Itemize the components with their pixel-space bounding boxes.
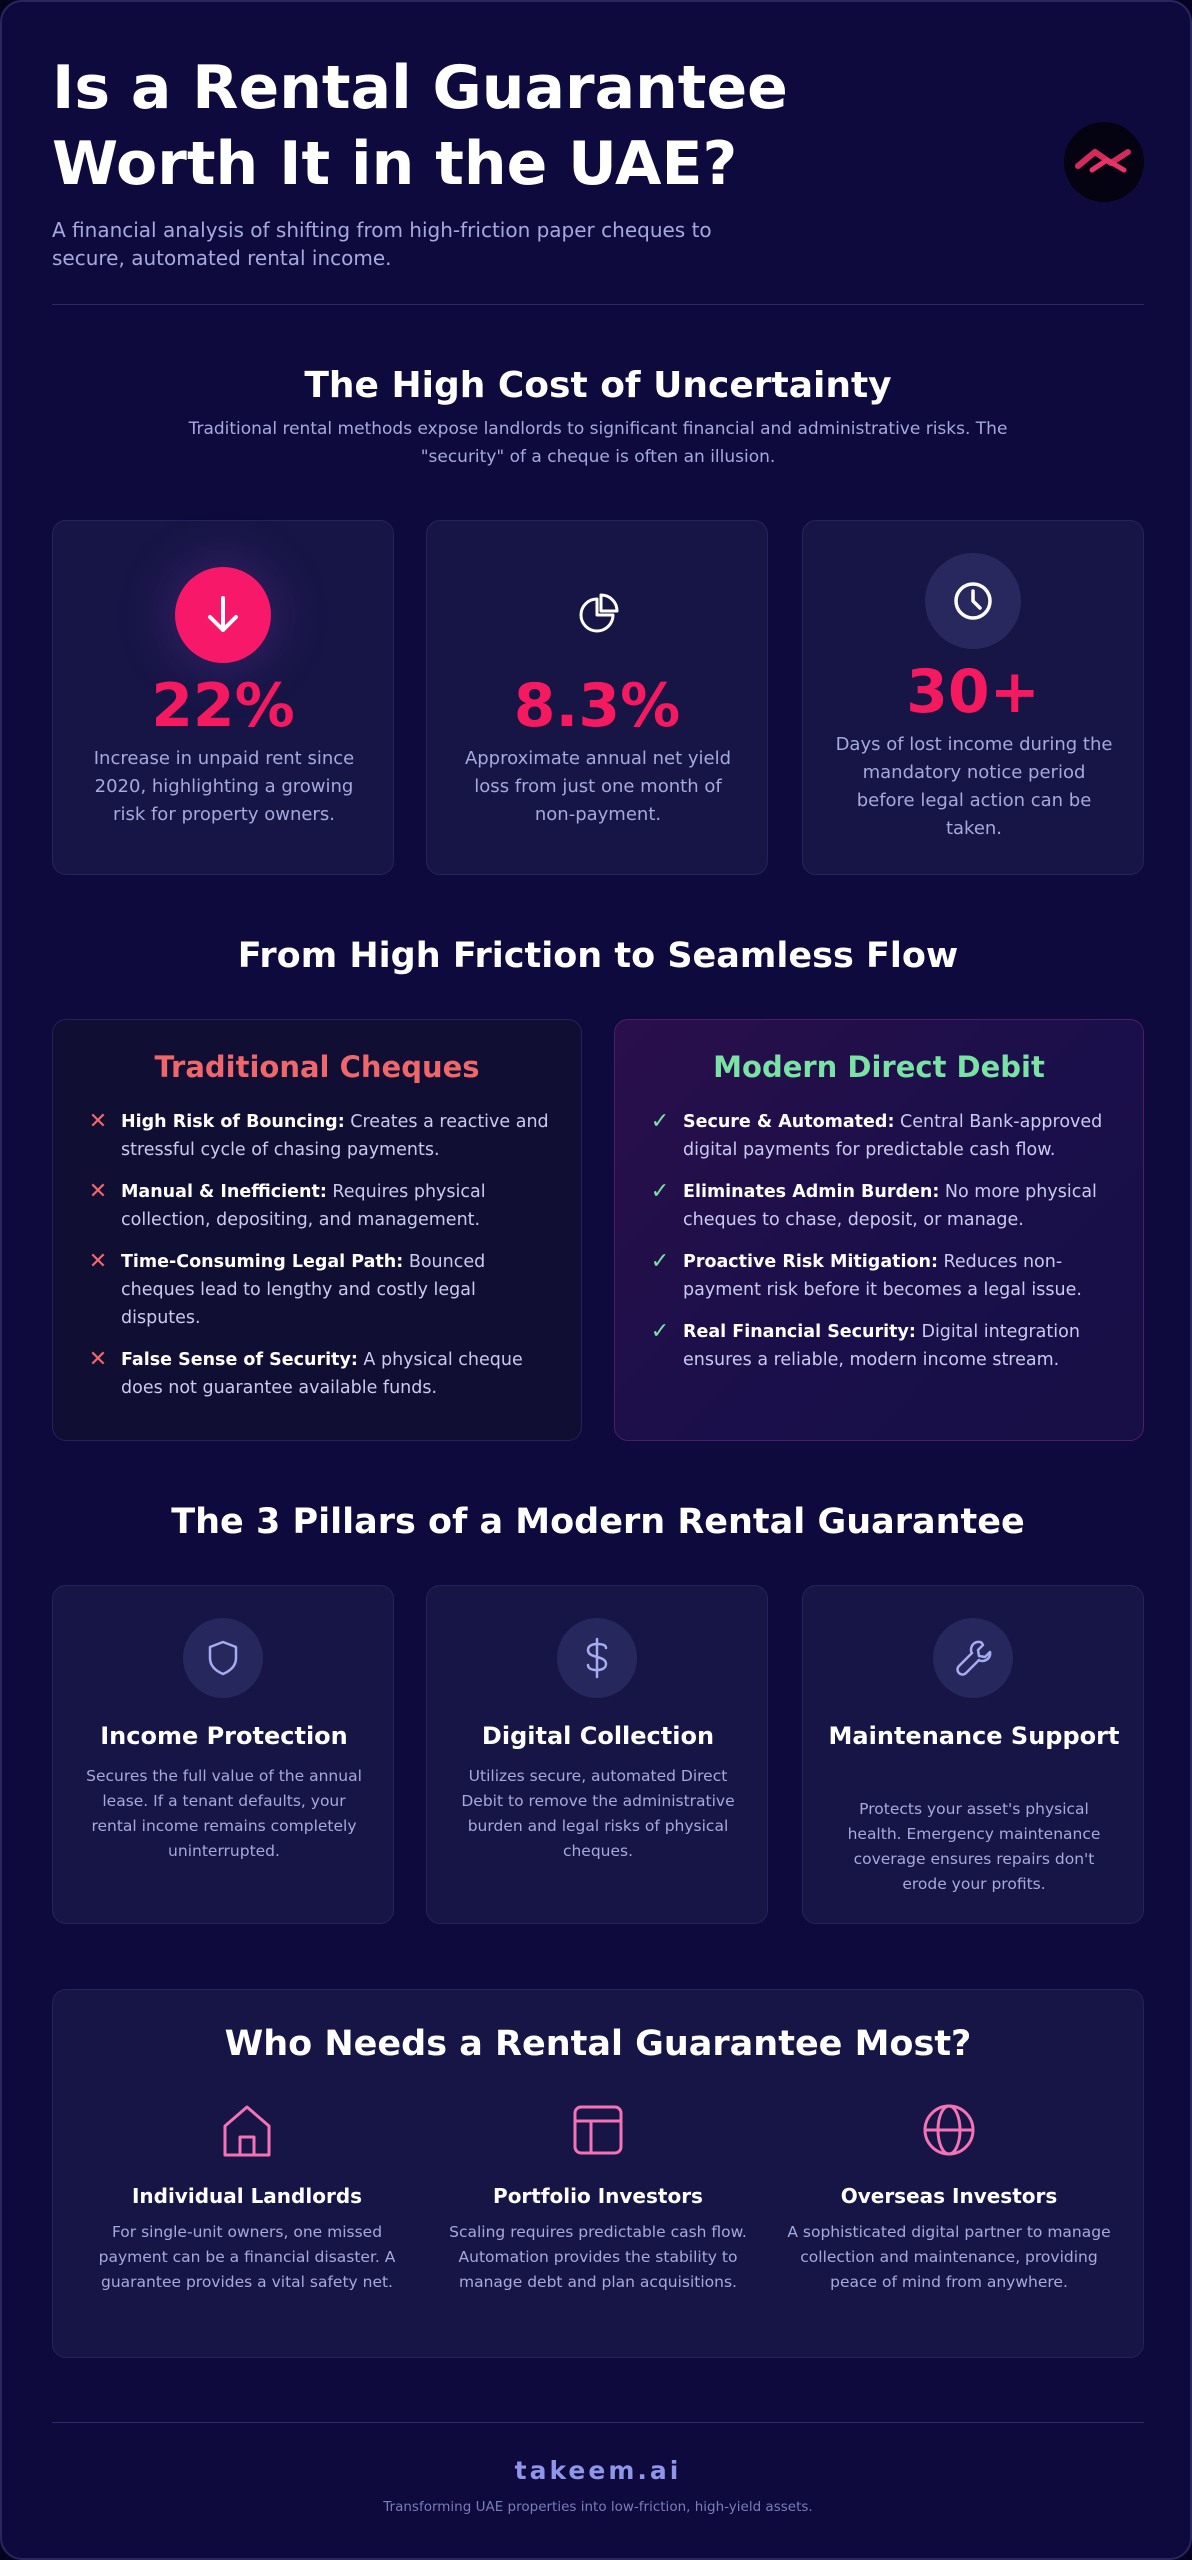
x-mark-icon: ✕	[88, 1249, 108, 1274]
check-mark-icon: ✓	[650, 1249, 670, 1274]
check-mark-icon: ✓	[650, 1319, 670, 1344]
dollar-icon	[557, 1618, 637, 1698]
stat-card-lost-days	[802, 520, 1144, 875]
uncertainty-description: Traditional rental methods expose landlords to significant financial and administrative risks. The "security" of a cheque is often an illusion.	[188, 419, 1008, 467]
list-item: ✕ Manual & Inefficient: Requires physical collection, depositing, and management.	[85, 1178, 555, 1234]
pillar-description: Utilizes secure, automated Direct Debit to remove the administrative burden and legal risks of physical cheques.	[461, 1767, 735, 1860]
list-item: ✓ Real Financial Security: Digital integration ensures a reliable, modern income stream.	[647, 1318, 1117, 1374]
list-item: ✕ High Risk of Bouncing: Creates a reactive and stressful cycle of chasing payments.	[85, 1108, 555, 1164]
house-icon	[221, 2102, 273, 2160]
pillar-title: Income Protection	[100, 1722, 348, 1750]
stat-description: Increase in unpaid rent since 2020, highlighting a growing risk for property owners.	[93, 748, 355, 825]
traditional-heading: Traditional Cheques	[154, 1050, 480, 1084]
pillar-description: Secures the full value of the annual lease. If a tenant defaults, your rental income remains completely uninterrupted.	[86, 1767, 362, 1860]
audience-title-item: Overseas Investors	[840, 2184, 1058, 2208]
check-mark-icon: ✓	[650, 1179, 670, 1204]
audience-title: Who Needs a Rental Guarantee Most?	[224, 2024, 972, 2064]
shield-icon	[183, 1618, 263, 1698]
footer-divider	[52, 2422, 1144, 2423]
audience-title-item: Portfolio Investors	[493, 2184, 703, 2208]
modern-list	[647, 1108, 1117, 1388]
globe-icon	[923, 2102, 975, 2160]
stat-value: 30+	[906, 657, 1040, 727]
pillar-card-maintenance-support	[802, 1585, 1144, 1924]
stat-card-unpaid-rent	[52, 520, 394, 875]
brand-tagline: Transforming UAE properties into low-friction, high-yield assets.	[383, 2499, 813, 2515]
layout-icon	[572, 2102, 624, 2160]
page-title	[52, 50, 812, 202]
audience-description: For single-unit owners, one missed payment can be a financial disaster. A guarantee provides a vital safety net.	[98, 2223, 396, 2291]
audience-description: Scaling requires predictable cash flow. Automation provides the stability to manage debt and plan acquisitions.	[449, 2223, 747, 2291]
header-divider	[52, 304, 1144, 305]
modern-heading: Modern Direct Debit	[713, 1050, 1045, 1084]
list-item: ✓ Eliminates Admin Burden: No more physical cheques to chase, deposit, or manage.	[647, 1178, 1117, 1234]
list-item: ✕ Time-Consuming Legal Path: Bounced cheques lead to lengthy and costly legal disputes.	[85, 1248, 555, 1332]
x-mark-icon: ✕	[88, 1347, 108, 1372]
pillar-card-income-protection	[52, 1585, 394, 1924]
brand-name: takeem.ai	[514, 2456, 682, 2485]
x-mark-icon: ✕	[88, 1109, 108, 1134]
clock-icon	[925, 553, 1021, 649]
modern-direct-debit-card	[614, 1019, 1144, 1441]
stat-value: 8.3%	[513, 671, 681, 741]
title-line-1: Is a Rental Guarantee	[52, 53, 788, 123]
audience-description: A sophisticated digital partner to manage collection and maintenance, providing peace of mind from anywhere.	[787, 2223, 1111, 2291]
stat-description: Approximate annual net yield loss from just one month of non-payment.	[464, 748, 732, 825]
list-item: ✓ Proactive Risk Mitigation: Reduces non-payment risk before it becomes a legal issue.	[647, 1248, 1117, 1304]
check-mark-icon: ✓	[650, 1109, 670, 1134]
pillar-card-digital-collection	[426, 1585, 768, 1924]
pillars-title: The 3 Pillars of a Modern Rental Guarantee	[171, 1502, 1025, 1542]
stat-card-yield-loss	[426, 520, 768, 875]
traditional-list	[85, 1108, 555, 1416]
chevron-logo-icon	[1064, 122, 1144, 202]
list-item: ✕ False Sense of Security: A physical cheque does not guarantee available funds.	[85, 1346, 555, 1402]
arrow-down-icon	[175, 567, 271, 663]
title-line-2: Worth It in the UAE?	[52, 129, 738, 199]
pillar-description: Protects your asset's physical health. Emergency maintenance coverage ensures repairs don't erode your profits.	[847, 1800, 1101, 1893]
pillar-title: Digital Collection	[481, 1722, 715, 1750]
audience-title-item: Individual Landlords	[131, 2184, 363, 2208]
pillar-title: Maintenance Support	[828, 1722, 1120, 1750]
stat-description: Days of lost income during the mandatory notice period before legal action can be taken.	[835, 734, 1113, 839]
traditional-cheques-card	[52, 1019, 582, 1441]
wrench-icon	[933, 1618, 1013, 1698]
pie-chart-icon	[549, 567, 645, 663]
comparison-title: From High Friction to Seamless Flow	[237, 936, 959, 976]
stat-value: 22%	[151, 671, 295, 741]
page-subtitle: A financial analysis of shifting from high-friction paper cheques to secure, automated rental income.	[52, 218, 712, 270]
x-mark-icon: ✕	[88, 1179, 108, 1204]
list-item: ✓ Secure & Automated: Central Bank-approved digital payments for predictable cash flow.	[647, 1108, 1117, 1164]
uncertainty-title: The High Cost of Uncertainty	[304, 365, 892, 406]
